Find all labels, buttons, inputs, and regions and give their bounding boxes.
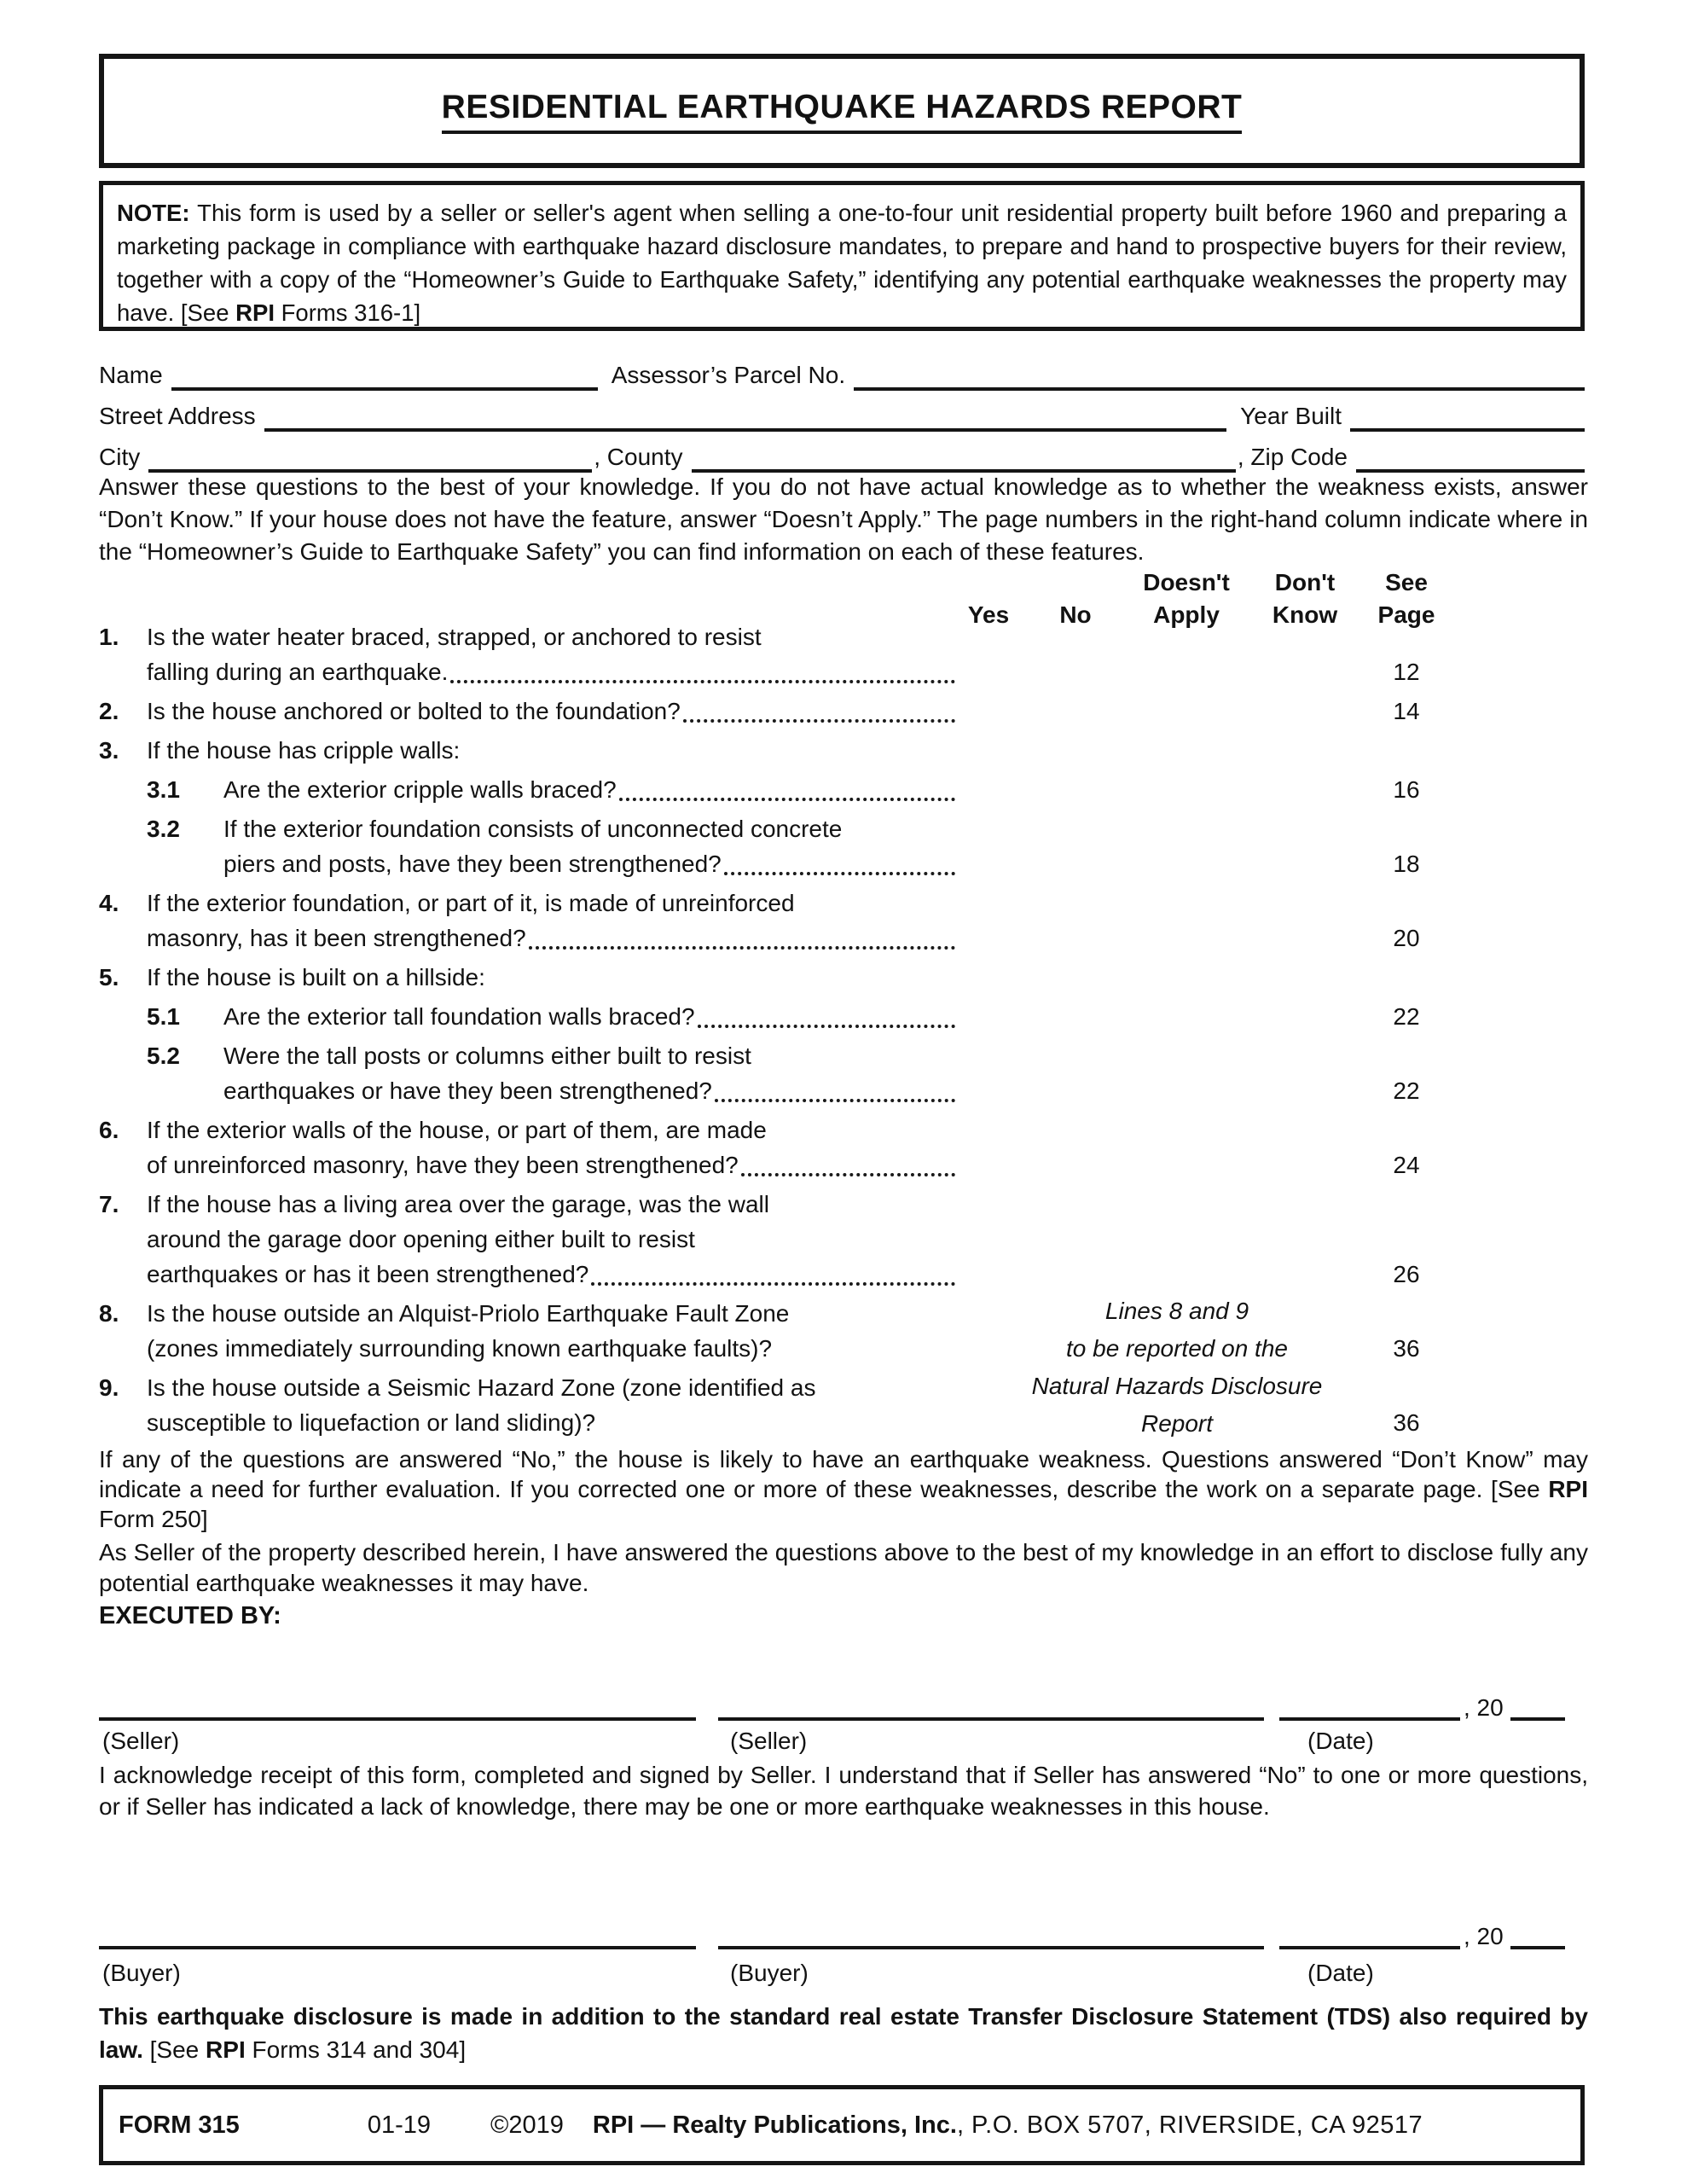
column-header-no: No — [1059, 601, 1092, 628]
dotted-leader — [724, 872, 955, 875]
form-number: FORM 315 — [119, 2111, 240, 2139]
weakness-paragraph: If any of the questions are answered “No,” the house is likely to have an earthquake weakness. Questions answered “Don’t Know” may indicate a need for further evaluation. If you corrected one or more of these weaknesses, describe the work on a separate page. [See RPI Form 250] — [99, 1446, 1588, 1532]
dotted-leader — [591, 1282, 955, 1286]
question-number: 4. — [99, 890, 119, 916]
year-20-prefix: , 20 — [1464, 1923, 1504, 1949]
question-text: Are the exterior cripple walls braced? — [223, 776, 617, 803]
see-page-number: 14 — [1393, 698, 1420, 724]
question-text: piers and posts, have they been strengthened? — [223, 851, 722, 877]
question-text: Is the water heater braced, strapped, or anchored to resist — [147, 624, 762, 650]
column-header-dont-know: Don't Know — [1272, 569, 1338, 628]
see-page-number: 24 — [1393, 1152, 1420, 1178]
buyer-signature-row — [99, 1914, 1585, 1949]
question-number: 3.2 — [147, 816, 180, 842]
question-number: 6. — [99, 1117, 119, 1143]
title-box — [99, 54, 1585, 168]
zip-code-label: , Zip Code — [1237, 444, 1348, 470]
column-header-see-page: See Page — [1377, 569, 1435, 628]
apn-label: Assessor’s Parcel No. — [611, 362, 846, 388]
buyer-label: (Buyer) — [730, 1960, 809, 1986]
dotted-leader — [741, 1173, 955, 1176]
question-text: If the exterior walls of the house, or part of them, are made — [147, 1117, 767, 1143]
seller-year-line[interactable] — [1510, 1717, 1565, 1721]
question-number: 5. — [99, 964, 119, 990]
see-page-number: 20 — [1393, 925, 1420, 951]
lines-8-9-note-line: to be reported on the — [1066, 1335, 1288, 1362]
question-text: Is the house anchored or bolted to the foundation? — [147, 698, 681, 724]
dotted-leader — [683, 719, 955, 723]
executed-by-heading: EXECUTED BY: — [99, 1602, 281, 1629]
question-text: around the garage door opening either built to resist — [147, 1226, 695, 1252]
street-address-input-line[interactable] — [264, 428, 1227, 432]
question-item — [99, 886, 1585, 956]
see-page-number: 26 — [1393, 1261, 1420, 1287]
note-text: NOTE: This form is used by a seller or seller's agent when selling a one-to-four unit residential property built before 1960 and preparing a marketing package in compliance with earthquake hazard disclosure mandates, to prepare and hand to prospective buyers for their review, together with a copy of the “Homeowner’s Guide to Earthquake Safety,” identifying any potential earthquake weaknesses the property may have. [See RPI Forms 316-1] — [117, 200, 1567, 326]
form-revision: 01-19 — [367, 2111, 431, 2139]
property-fields — [99, 350, 1585, 473]
seller-label: (Seller) — [102, 1728, 180, 1754]
question-number: 2. — [99, 698, 119, 724]
question-number: 5.1 — [147, 1003, 180, 1030]
buyer-signature-line-1[interactable] — [99, 1946, 696, 1949]
buyer-label: (Buyer) — [102, 1960, 181, 1986]
field-row-city — [99, 432, 1585, 473]
question-number: 7. — [99, 1191, 119, 1217]
lines-8-9-note-line: Lines 8 and 9 — [1104, 1298, 1249, 1324]
column-header-yes: Yes — [967, 601, 1010, 628]
year-20-prefix: , 20 — [1464, 1694, 1504, 1721]
dotted-leader — [619, 798, 955, 801]
question-item — [99, 960, 1585, 995]
question-text: Is the house outside an Alquist-Priolo Earthquake Fault Zone — [147, 1300, 790, 1327]
question-text: earthquakes or have they been strengthened? — [223, 1077, 712, 1104]
question-text: If the house is built on a hillside: — [147, 964, 485, 990]
question-text: masonry, has it been strengthened? — [147, 925, 526, 951]
question-text: Are the exterior tall foundation walls braced? — [223, 1003, 695, 1030]
question-item — [99, 1187, 1585, 1292]
see-page-number: 18 — [1393, 851, 1420, 877]
note-box — [99, 181, 1585, 331]
question-number: 3.1 — [147, 776, 180, 803]
lines-8-9-note — [964, 1292, 1390, 1443]
dotted-leader — [450, 680, 955, 683]
question-number: 5.2 — [147, 1043, 180, 1069]
question-text: If the house has a living area over the garage, was the wall — [147, 1191, 769, 1217]
seller-statement-paragraph: As Seller of the property described herein, I have answered the questions above to the best of my knowledge in an effort to disclose fully any potential earthquake weaknesses it may have. — [99, 1539, 1588, 1596]
seller-label: (Seller) — [730, 1728, 808, 1754]
year-built-label: Year Built — [1240, 403, 1342, 429]
question-number: 8. — [99, 1300, 119, 1327]
buyer-signature-labels — [99, 1960, 1585, 1994]
see-page-number: 16 — [1393, 776, 1420, 803]
question-text: susceptible to liquefaction or land sliding)? — [147, 1409, 596, 1436]
question-text: of unreinforced masonry, have they been strengthened? — [147, 1152, 739, 1178]
column-header-doesnt-apply: Doesn't Apply — [1143, 569, 1230, 628]
see-page-number: 22 — [1393, 1077, 1420, 1104]
publisher-address: , P.O. BOX 5707, RIVERSIDE, CA 92517 — [956, 2111, 1423, 2139]
see-page-number: 12 — [1393, 659, 1420, 685]
question-item — [99, 999, 1585, 1034]
question-text: earthquakes or has it been strengthened? — [147, 1261, 589, 1287]
city-label: City — [99, 444, 141, 470]
question-text: falling during an earthquake. — [147, 659, 449, 685]
dotted-leader — [698, 1025, 955, 1028]
seller-signature-row — [99, 1685, 1585, 1721]
question-item — [99, 619, 1585, 689]
buyer-signature-line-2[interactable] — [718, 1946, 1264, 1949]
question-item — [99, 772, 1585, 807]
lines-8-9-note-line: Report — [1140, 1410, 1214, 1437]
question-text: If the exterior foundation consists of unconnected concrete — [223, 816, 843, 842]
see-page-number: 36 — [1393, 1409, 1420, 1436]
question-item — [99, 1112, 1585, 1182]
buyer-year-line[interactable] — [1510, 1946, 1565, 1949]
question-text: (zones immediately surrounding known earthquake faults)? — [147, 1335, 773, 1362]
seller-signature-line-1[interactable] — [99, 1717, 696, 1721]
question-item — [99, 811, 1585, 881]
form-title: RESIDENTIAL EARTHQUAKE HAZARDS REPORT — [442, 89, 1243, 134]
footer-box — [99, 2085, 1585, 2165]
question-item — [99, 694, 1585, 729]
buyer-acknowledgment-paragraph: I acknowledge receipt of this form, completed and signed by Seller. I understand that if Seller has answered “No” to one or more questions, or if Seller has indicated a lack of knowledge, there may be one or more earthquake weaknesses in this house. — [99, 1762, 1588, 1820]
publisher-name: RPI — Realty Publications, Inc. — [592, 2111, 957, 2139]
street-address-label: Street Address — [99, 403, 256, 429]
question-text: Were the tall posts or columns either built to resist — [223, 1043, 751, 1069]
tds-disclosure-paragraph: This earthquake disclosure is made in addition to the standard real estate Transfer Disclosure Statement (TDS) also required by law. [See RPI Forms 314 and 304] — [99, 2003, 1588, 2063]
instructions-paragraph: Answer these questions to the best of your knowledge. If you do not have actual knowledge as to whether the weakness exists, answer “Don’t Know.” If your house does not have the feature, answer “Doesn’t Apply.” The page numbers in the right-hand column indicate where in the “Homeowner’s Guide to Earthquake Safety” you can find information on each of these features. — [99, 473, 1588, 565]
field-row-street — [99, 391, 1585, 432]
apn-input-line[interactable] — [854, 387, 1585, 391]
buyer-date-line[interactable] — [1279, 1946, 1460, 1949]
copyright: ©2019 — [490, 2111, 564, 2139]
question-text: Is the house outside a Seismic Hazard Zone (zone identified as — [147, 1374, 816, 1401]
see-page-number: 36 — [1393, 1335, 1420, 1362]
question-text: If the exterior foundation, or part of it, is made of unreinforced — [147, 890, 795, 916]
dotted-leader — [715, 1099, 955, 1102]
field-row-name — [99, 350, 1585, 391]
seller-date-line[interactable] — [1279, 1717, 1460, 1721]
dotted-leader — [529, 946, 955, 950]
question-number: 3. — [99, 737, 119, 764]
name-label: Name — [99, 362, 163, 388]
seller-signature-labels — [99, 1728, 1585, 1762]
question-number: 1. — [99, 624, 119, 650]
year-built-input-line[interactable] — [1350, 428, 1585, 432]
question-text: If the house has cripple walls: — [147, 737, 461, 764]
question-item — [99, 733, 1585, 768]
question-number: 9. — [99, 1374, 119, 1401]
lines-8-9-note-line: Natural Hazards Disclosure — [1031, 1373, 1323, 1399]
seller-signature-line-2[interactable] — [718, 1717, 1264, 1721]
question-item — [99, 1038, 1585, 1108]
date-label: (Date) — [1307, 1728, 1374, 1754]
see-page-number: 22 — [1393, 1003, 1420, 1030]
date-label: (Date) — [1307, 1960, 1374, 1986]
county-label: , County — [594, 444, 683, 470]
name-input-line[interactable] — [171, 387, 598, 391]
